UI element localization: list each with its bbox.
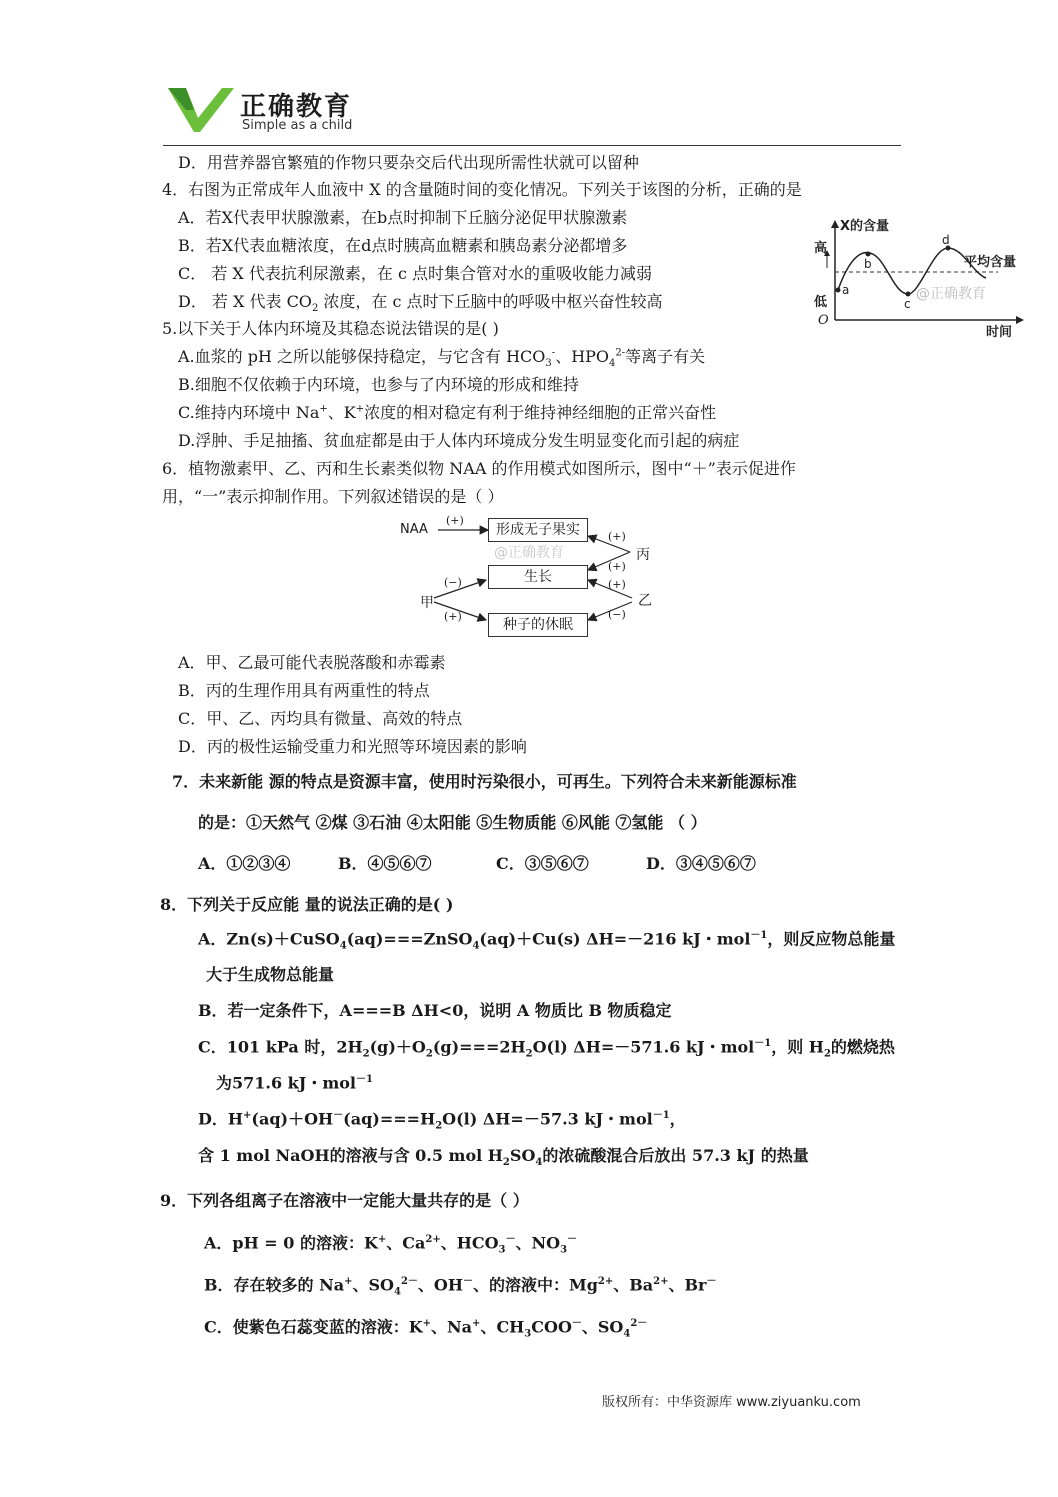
diagram-bing: 丙 (636, 547, 650, 563)
q9-b-sub1: 4 (393, 1286, 401, 1298)
q9-c-text4: COO (531, 1317, 572, 1337)
q9-a-text1: A．pH = 0 的溶液：K (204, 1233, 378, 1253)
q4-option-d (178, 289, 663, 314)
q8-stem: 8．下列关于反应能 量的说法正确的是( ) (160, 895, 454, 914)
q9-b-text3: 、OH (417, 1275, 463, 1295)
q8-d-text2: (aq)＋OH (251, 1109, 334, 1129)
q9-c-sup1: + (422, 1318, 432, 1329)
q8-c-text5: ，则 H (771, 1037, 824, 1057)
diagram-minus-yi-bottom: (−) (608, 608, 626, 621)
q5-c-text: C.维持内环境中 Na (178, 403, 320, 422)
diagram-yi: 乙 (638, 593, 652, 609)
q9-b-text6: 、Br (668, 1275, 707, 1295)
q8-d-sup3: －1 (652, 1110, 670, 1121)
graph-point-a: a (842, 283, 850, 297)
q8-c-sub4: 2 (823, 1048, 831, 1060)
q4-option-d-text: D． 若 X 代表 CO (178, 292, 312, 311)
q9-c-sup2: + (472, 1318, 481, 1329)
q9-b-text1: B．存在较多的 Na (204, 1275, 345, 1295)
q9-stem: 9．下列各组离子在溶液中一定能大量共存的是（ ） (160, 1191, 529, 1210)
q7-stem-line2: 的是：①天然气 ②煤 ③石油 ④太阳能 ⑤生物质能 ⑥风能 ⑦氢能 （ ） (198, 813, 707, 832)
q9-c-sup4: 2－ (630, 1318, 648, 1329)
q5-a-sup2: 2- (615, 347, 626, 359)
q7-option-c: C．③⑤⑥⑦ (496, 854, 589, 873)
q8-d-line2-sub1: 2 (502, 1157, 510, 1169)
q6-diagram (398, 512, 660, 642)
graph-ylabel: X的含量 (840, 219, 890, 234)
q7-option-d: D．③④⑤⑥⑦ (646, 854, 756, 873)
graph-origin: O (818, 313, 829, 328)
q6-option-d: D．丙的极性运输受重力和光照等环境因素的影响 (178, 737, 527, 756)
q6-stem-line1: 6．植物激素甲、乙、丙和生长素类似物 NAA 的作用模式如图所示，图中“＋”表示促进作 (162, 459, 796, 478)
q8-c-text3: (g)===2H (432, 1037, 526, 1057)
q7-stem-line1: 7．未来新能 源的特点是资源丰富，使用时污染很小，可再生。下列符合未来新能源标准 (172, 772, 797, 791)
q8-option-d-line2 (198, 1143, 809, 1168)
graph-point-b: b (864, 257, 872, 271)
graph-high: 高 (814, 241, 828, 256)
q9-b-sup5: 2+ (653, 1276, 669, 1287)
q9-c-text1: C．使紫色石蕊变蓝的溶液：K (204, 1317, 423, 1337)
diagram-naa: NAA (400, 522, 428, 537)
q4-option-c: C． 若 X 代表抗利尿激素，在 c 点时集合管对水的重吸收能力减弱 (178, 264, 653, 283)
q8-a-sub1: 4 (339, 940, 347, 952)
graph-avg-label: 平均含量 (964, 255, 1017, 270)
q4-option-d-sub: 2 (311, 303, 319, 315)
diagram-plus-naa: (+) (446, 514, 464, 527)
q7-option-b: B．④⑤⑥⑦ (338, 854, 432, 873)
q8-c-line2-sup: －1 (356, 1074, 373, 1085)
q8-d-sup1: + (243, 1110, 252, 1121)
q8-d-text5: ， (669, 1109, 686, 1129)
q5-c-sup1: + (319, 403, 328, 415)
q8-a-sub2: 4 (472, 940, 480, 952)
q5-a-text: A.血浆的 pH 之所以能够保持稳定，与它含有 HCO (178, 347, 546, 366)
q5-stem: 5.以下关于人体内环境及其稳态说法错误的是( ) (162, 319, 499, 338)
q5-c-text2: 、K (327, 403, 356, 422)
graph-point-d: d (942, 233, 950, 247)
q6-stem-line2: 用，“一”表示抑制作用。下列叙述错误的是（ ） (162, 487, 504, 506)
q4-option-b: B．若X代表血糖浓度，在d点时胰高血糖素和胰岛素分泌都增多 (178, 236, 628, 255)
q8-d-sup2: － (333, 1110, 344, 1121)
q8-c-sub1: 2 (362, 1048, 370, 1060)
graph-xlabel: 时间 (986, 325, 1013, 340)
q9-a-sup2: 2+ (425, 1234, 441, 1245)
logo-mark-icon (166, 84, 236, 136)
q9-a-sub1: 3 (498, 1244, 506, 1256)
q9-option-a (204, 1230, 577, 1256)
q9-option-c (204, 1314, 647, 1340)
q4-graph (808, 218, 1030, 340)
q8-c-text6: 的燃烧热 (830, 1037, 895, 1057)
q9-a-text2: 、Ca (386, 1233, 426, 1253)
diagram-box-seedless-fruit: 形成无子果实 (488, 518, 588, 542)
q8-d-line2-text2: SO (509, 1146, 536, 1165)
q9-b-sup1: + (344, 1276, 353, 1287)
q8-option-b: B．若一定条件下，A===B ΔH<0，说明 A 物质比 B 物质稳定 (198, 1001, 672, 1020)
q8-c-sup1: －1 (754, 1038, 772, 1049)
graph-low: 低 (814, 295, 828, 310)
q8-option-a (198, 926, 895, 952)
q9-a-text4: 、NO (515, 1233, 561, 1253)
q8-d-line2-text1: 含 1 mol NaOH的溶液与含 0.5 mol H (198, 1146, 503, 1165)
q8-c-text4: O(l) ΔH=－571.6 kJ・mol (532, 1037, 755, 1057)
q8-a-sup1: －1 (750, 930, 768, 941)
q5-c-sup2: + (355, 403, 365, 415)
q8-d-text1: D．H (198, 1109, 243, 1129)
diagram-plus-jia-bottom: (+) (444, 610, 462, 623)
graph-point-c: c (904, 297, 911, 311)
q8-c-text2: (g)＋O (369, 1037, 426, 1057)
q9-a-sup4: － (567, 1234, 578, 1245)
q8-c-line2-text: 为571.6 kJ・mol (216, 1073, 357, 1093)
q9-a-sub2: 3 (560, 1244, 568, 1256)
q9-b-sup6: － (706, 1276, 717, 1287)
diagram-watermark: @正确教育 (494, 545, 564, 561)
q8-option-d (198, 1106, 686, 1132)
q9-b-text5: 、Ba (613, 1275, 654, 1295)
q6-option-b: B．丙的生理作用具有两重性的特点 (178, 681, 430, 700)
header-divider (163, 145, 901, 146)
q8-d-text3: (aq)===H (343, 1109, 436, 1129)
q8-option-a-line2: 大于生成物总能量 (206, 965, 335, 984)
diagram-minus-jia-top: (−) (444, 576, 462, 589)
q8-d-sub1: 2 (435, 1120, 443, 1132)
q9-c-sub2: 4 (623, 1328, 631, 1340)
diagram-plus-bing-top: (+) (608, 530, 626, 543)
q9-a-sup3: － (505, 1234, 516, 1245)
q9-option-b (204, 1272, 716, 1298)
q9-b-text4: 、的溶液中：Mg (472, 1275, 598, 1295)
diagram-box-seed-dormancy: 种子的休眠 (488, 613, 588, 637)
graph-watermark: @正确教育 (916, 286, 986, 302)
q5-option-a (178, 344, 705, 369)
q8-a-text4: ，则反应物总能量 (767, 929, 896, 949)
q9-a-text3: 、HCO (440, 1233, 499, 1253)
q9-c-text3: 、CH (480, 1317, 525, 1337)
q8-d-line2-text3: 的浓硫酸混合后放出 57.3 kJ 的热量 (542, 1146, 809, 1165)
q7-option-a: A．①②③④ (198, 854, 291, 873)
q8-c-sub3: 2 (525, 1048, 533, 1060)
q4-option-a: A．若X代表甲状腺激素，在b点时抑制下丘脑分泌促甲状腺激素 (178, 208, 628, 227)
q9-a-sup1: + (377, 1234, 387, 1245)
q5-a-sub1: 3 (545, 358, 552, 370)
q8-d-line2-sub2: 4 (535, 1157, 543, 1169)
q4-option-d-text2: 浓度，在 c 点时下丘脑中的呼吸中枢兴奋性较高 (318, 292, 663, 311)
q9-b-sup4: 2+ (597, 1276, 614, 1287)
q9-b-sup3: － (462, 1276, 473, 1287)
q8-a-text1: A．Zn(s)＋CuSO (198, 929, 340, 949)
q9-b-text2: 、SO (352, 1275, 394, 1295)
diagram-plus-yi-top: (+) (608, 578, 626, 591)
footer-copyright: 版权所有：中华资源库 www.ziyuanku.com (602, 1395, 861, 1410)
q8-c-text1: C．101 kPa 时，2H (198, 1037, 363, 1057)
q3-option-d: D．用营养器官繁殖的作物只要杂交后代出现所需性状就可以留种 (178, 153, 639, 172)
q9-c-sub1: 3 (524, 1328, 532, 1340)
diagram-plus-bing-bottom: (+) (608, 560, 626, 573)
brand-slogan: Simple as a child (242, 118, 353, 133)
q8-option-c (198, 1034, 895, 1060)
q4-stem: 4．右图为正常成年人血液中 X 的含量随时间的变化情况。下列关于该图的分析，正确的是 (162, 180, 802, 199)
q9-c-text2: 、Na (431, 1317, 473, 1337)
q8-c-sub2: 2 (425, 1048, 433, 1060)
q8-option-c-line2 (216, 1070, 373, 1093)
q5-a-text2: 、HPO (555, 347, 610, 366)
q8-a-text3: (aq)＋Cu(s) ΔH=－216 kJ・mol (479, 929, 751, 949)
q5-option-c (178, 400, 716, 423)
brand-name-cn: 正确教育 (240, 92, 353, 122)
q5-a-sub2: 4 (609, 358, 616, 370)
q8-a-text2: (aq)===ZnSO (346, 929, 473, 949)
q5-a-text3: 等离子有关 (625, 347, 706, 366)
q5-option-b: B.细胞不仅依赖于内环境，也参与了内环境的形成和维持 (178, 375, 579, 394)
q6-option-c: C．甲、乙、丙均具有微量、高效的特点 (178, 709, 463, 728)
q8-d-text4: O(l) ΔH=－57.3 kJ・mol (442, 1109, 653, 1129)
q9-c-sup3: － (571, 1318, 582, 1329)
q9-c-text5: 、SO (581, 1317, 624, 1337)
q5-option-d: D.浮肿、手足抽搐、贫血症都是由于人体内环境成分发生明显变化而引起的病症 (178, 431, 740, 450)
q5-a-sup1: - (551, 347, 556, 359)
q9-b-sup2: 2－ (400, 1276, 418, 1287)
diagram-jia: 甲 (420, 595, 434, 611)
q6-option-a: A．甲、乙最可能代表脱落酸和赤霉素 (178, 653, 446, 672)
diagram-box-growth: 生长 (488, 565, 588, 589)
q5-c-text3: 浓度的相对稳定有利于维持神经细胞的正常兴奋性 (364, 403, 717, 422)
